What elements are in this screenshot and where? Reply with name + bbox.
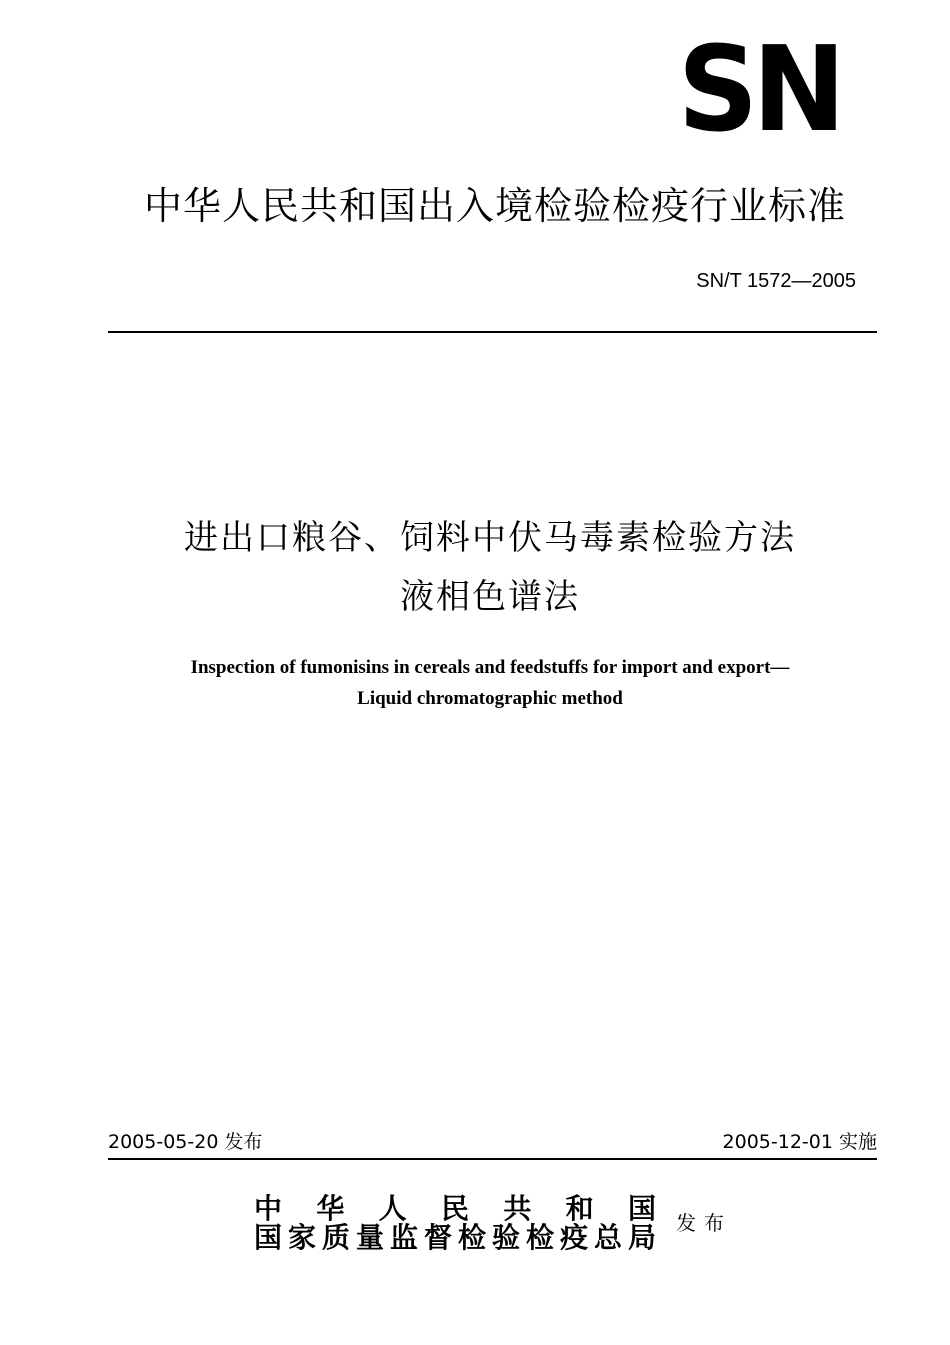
industry-standard-heading: 中华人民共和国出入境检验检疫行业标准	[143, 184, 846, 228]
issuer-line-2: 国家质量监督检验检疫总局	[254, 1221, 656, 1254]
implementation-date: 2005-12-01 实施	[722, 1131, 877, 1153]
sn-logo: SN	[677, 21, 840, 159]
title-english-line-2: Liquid chromatographic method	[357, 688, 623, 709]
issuer-line-1: 中华人民共和国	[254, 1192, 656, 1225]
title-chinese-line-2: 液相色谱法	[400, 577, 580, 617]
publish-label: 发布	[676, 1211, 732, 1235]
bottom-divider	[108, 1158, 877, 1160]
issue-date: 2005-05-20 发布	[108, 1131, 263, 1153]
title-english-line-1: Inspection of fumonisins in cereals and feedstuffs for import and export—	[190, 657, 790, 678]
top-divider	[108, 331, 877, 333]
standard-code: SN/T 1572—2005	[696, 270, 856, 292]
title-chinese-line-1: 进出口粮谷、饲料中伏马毒素检验方法	[184, 518, 796, 558]
